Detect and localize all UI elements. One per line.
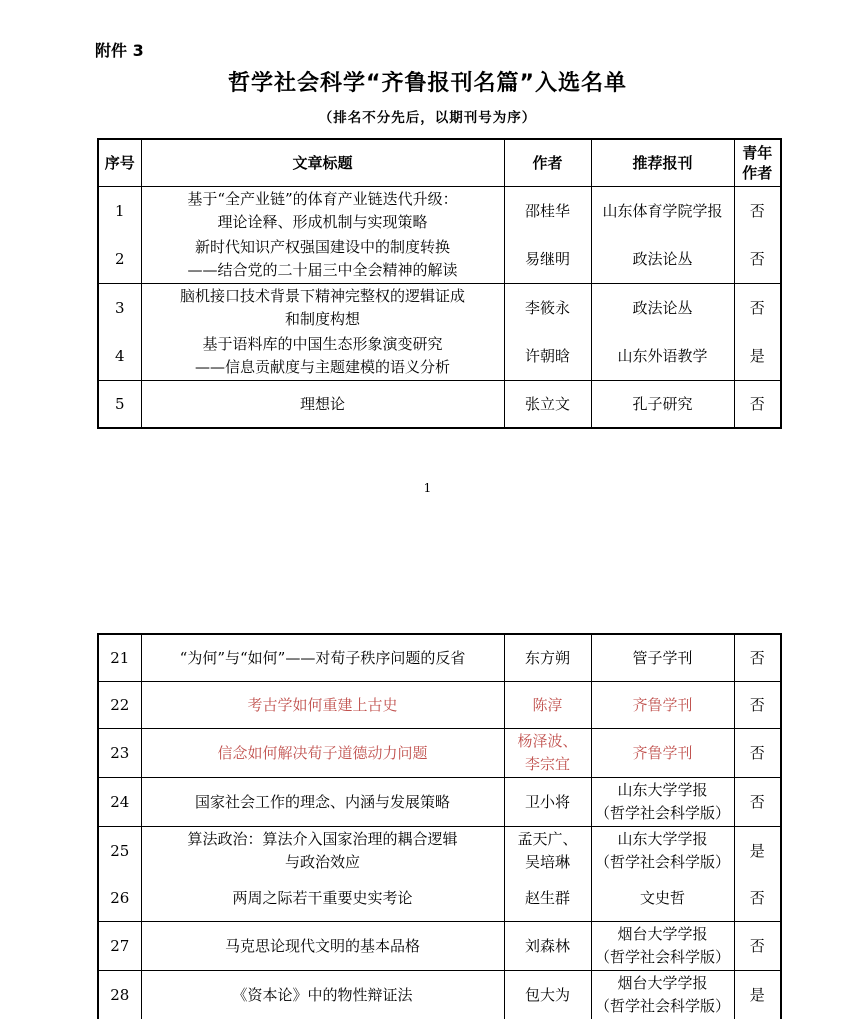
row-number-cell: 24 [98,778,141,827]
youth-author-cell: 是 [734,332,781,381]
row-number-cell: 2 [98,235,141,284]
row-number-cell: 26 [98,875,141,922]
author-cell: 赵生群 [504,875,591,922]
table-header-row [98,139,781,187]
header-col-title: 文章标题 [141,139,504,187]
table-row [98,922,781,971]
journal-cell: 山东大学学报 （哲学社会科学版） [591,778,734,827]
article-title-cell: 国家社会工作的理念、内涵与发展策略 [141,778,504,827]
article-title-cell: 新时代知识产权强国建设中的制度转换 ——结合党的二十届三中全会精神的解读 [141,235,504,284]
header-col-author: 作者 [504,139,591,187]
author-cell: 许朝晗 [504,332,591,381]
journal-cell: 烟台大学学报 （哲学社会科学版） [591,922,734,971]
journal-cell: 齐鲁学刊 [591,682,734,729]
header-col-journal: 推荐报刊 [591,139,734,187]
table-row [98,284,781,333]
youth-author-cell: 否 [734,778,781,827]
youth-author-cell: 否 [734,187,781,236]
article-title-cell: 考古学如何重建上古史 [141,682,504,729]
articles-table-page2 [97,633,782,1019]
row-number-cell: 1 [98,187,141,236]
row-number-cell: 27 [98,922,141,971]
article-title-cell: 基于“全产业链”的体育产业链迭代升级： 理论诠释、形成机制与实现策略 [141,187,504,236]
article-title-cell: 马克思论现代文明的基本品格 [141,922,504,971]
row-number-cell: 22 [98,682,141,729]
youth-author-cell: 否 [734,682,781,729]
author-cell: 杨泽波、 李宗宜 [504,729,591,778]
table-row [98,827,781,876]
table-row [98,381,781,429]
author-cell: 孟天广、 吴培琳 [504,827,591,876]
youth-author-cell: 否 [734,729,781,778]
youth-author-cell: 否 [734,634,781,682]
page-number: 1 [423,481,432,495]
author-cell: 陈淳 [504,682,591,729]
table-row [98,778,781,827]
author-cell: 张立文 [504,381,591,429]
author-cell: 包大为 [504,971,591,1020]
table-row [98,634,781,682]
row-number-cell: 25 [98,827,141,876]
page-title: 哲学社会科学“齐鲁报刊名篇”入选名单 [228,71,627,96]
article-title-cell: 两周之际若干重要史实考论 [141,875,504,922]
author-cell: 邵桂华 [504,187,591,236]
header-col-youth-line1: 青年 [742,144,773,162]
journal-cell: 文史哲 [591,875,734,922]
youth-author-cell: 是 [734,827,781,876]
table-row [98,332,781,381]
article-title-cell: “为何”与“如何”——对荀子秩序问题的反省 [141,634,504,682]
journal-cell: 山东外语教学 [591,332,734,381]
author-cell: 易继明 [504,235,591,284]
author-cell: 刘森林 [504,922,591,971]
article-title-cell: 脑机接口技术背景下精神完整权的逻辑证成 和制度构想 [141,284,504,333]
journal-cell: 政法论丛 [591,235,734,284]
article-title-cell: 理想论 [141,381,504,429]
article-title-cell: 算法政治：算法介入国家治理的耦合逻辑 与政治效应 [141,827,504,876]
author-cell: 卫小将 [504,778,591,827]
journal-cell: 山东体育学院学报 [591,187,734,236]
table-row [98,971,781,1020]
article-title-cell: 信念如何解决荀子道德动力问题 [141,729,504,778]
author-cell: 李筱永 [504,284,591,333]
youth-author-cell: 是 [734,971,781,1020]
journal-cell: 齐鲁学刊 [591,729,734,778]
youth-author-cell: 否 [734,284,781,333]
row-number-cell: 21 [98,634,141,682]
table-row [98,875,781,922]
youth-author-cell: 否 [734,235,781,284]
table-row [98,187,781,236]
article-title-cell: 基于语料库的中国生态形象演变研究 ——信息贡献度与主题建模的语义分析 [141,332,504,381]
journal-cell: 管子学刊 [591,634,734,682]
table-row [98,729,781,778]
header-col-youth [734,139,781,187]
table-row [98,235,781,284]
author-cell: 东方朔 [504,634,591,682]
youth-author-cell: 否 [734,875,781,922]
articles-table-page1 [97,138,782,429]
table-row [98,682,781,729]
journal-cell: 政法论丛 [591,284,734,333]
row-number-cell: 5 [98,381,141,429]
attachment-label: 附件 3 [95,41,144,60]
youth-author-cell: 否 [734,381,781,429]
row-number-cell: 28 [98,971,141,1020]
header-col-no: 序号 [98,139,141,187]
row-number-cell: 23 [98,729,141,778]
row-number-cell: 4 [98,332,141,381]
journal-cell: 山东大学学报 （哲学社会科学版） [591,827,734,876]
journal-cell: 孔子研究 [591,381,734,429]
header-col-youth-line2: 作者 [742,164,773,182]
page-subtitle: （排名不分先后，以期刊号为序） [318,110,537,126]
row-number-cell: 3 [98,284,141,333]
youth-author-cell: 否 [734,922,781,971]
article-title-cell: 《资本论》中的物性辩证法 [141,971,504,1020]
journal-cell: 烟台大学学报 （哲学社会科学版） [591,971,734,1020]
